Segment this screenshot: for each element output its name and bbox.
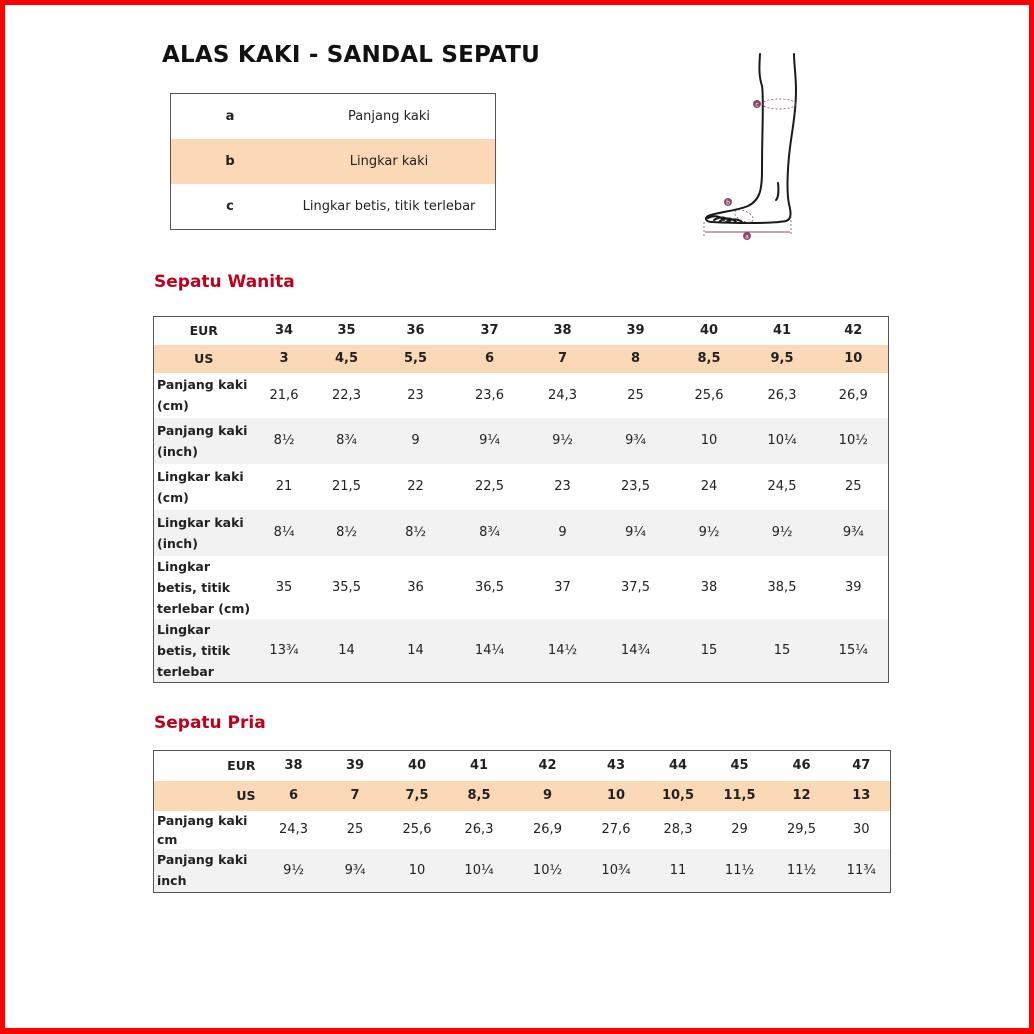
section-title-women: Sepatu Wanita [154, 272, 295, 292]
us-size: 10 [585, 781, 648, 811]
row-label: Lingkar kaki (inch) [154, 510, 254, 556]
marker-a-icon [743, 232, 751, 241]
cell: 23,6 [475, 387, 504, 403]
marker-c-icon [753, 100, 761, 109]
cell: 11 [648, 849, 709, 893]
cell: 39 [844, 579, 862, 595]
cell: 25,6 [402, 822, 432, 837]
us-size: 7,5 [387, 781, 448, 811]
row-label: Panjang kaki (cm) [157, 377, 248, 413]
us-size: 13 [833, 781, 891, 811]
marker-b-icon [724, 198, 732, 207]
eur-size: 42 [844, 323, 863, 339]
eur-size: 36 [406, 323, 425, 339]
us-size: 8 [599, 345, 673, 373]
cell: 21,5 [332, 479, 361, 494]
page-title: ALAS KAKI - SANDAL SEPATU [162, 42, 540, 68]
cell: 22,3 [332, 387, 361, 403]
cell: 14 [379, 619, 453, 683]
us-size: 11,5 [709, 781, 771, 811]
cell: 9 [527, 510, 599, 556]
cell: 8½ [315, 510, 379, 556]
cell: 8½ [379, 510, 453, 556]
row-label: Panjang kaki inch [154, 849, 264, 893]
cell: 10¼ [746, 418, 819, 464]
cell: 25 [844, 479, 862, 494]
men-us-row [154, 781, 891, 811]
svg-text:c: c [755, 101, 759, 109]
cell: 25,6 [694, 387, 724, 403]
cell: 30 [852, 822, 870, 837]
cell: 8¾ [315, 418, 379, 464]
cell: 29 [731, 822, 748, 837]
us-size: 9,5 [746, 345, 819, 373]
cell: 10½ [511, 849, 585, 893]
us-size: 7 [324, 781, 387, 811]
table-row [154, 373, 889, 418]
cell: 38,5 [767, 579, 797, 595]
cell: 9¾ [599, 418, 673, 464]
cell: 21,6 [269, 387, 299, 403]
cell: 35,5 [332, 579, 361, 595]
cell: 10¼ [448, 849, 511, 893]
us-size: 8,5 [673, 345, 746, 373]
cell: 25 [627, 387, 644, 403]
cell: 9¼ [599, 510, 673, 556]
us-size: 7 [527, 345, 599, 373]
cell: 14 [315, 619, 379, 683]
table-row [154, 619, 889, 683]
cell: 26,3 [767, 387, 797, 403]
eur-size: 35 [337, 323, 356, 339]
cell: 9 [379, 418, 453, 464]
eur-size: 40 [407, 758, 427, 774]
cell: 38 [700, 579, 718, 595]
cell: 26,9 [838, 387, 868, 403]
row-label: Lingkar betis, titik terlebar [154, 619, 254, 683]
cell: 24,5 [767, 479, 797, 494]
cell: 10½ [819, 418, 889, 464]
cell: 10 [673, 418, 746, 464]
us-size: 4,5 [315, 345, 379, 373]
cell: 22 [407, 479, 424, 494]
cell: 21 [275, 479, 293, 494]
men-size-table [153, 750, 891, 893]
legend-row-a [171, 94, 495, 139]
men-eur-row [154, 751, 891, 781]
section-title-men: Sepatu Pria [154, 713, 266, 733]
measurement-legend-table [170, 93, 496, 230]
cell: 25 [346, 822, 364, 837]
legend-key: a [225, 109, 235, 124]
eur-size: 38 [284, 758, 303, 774]
cell: 14½ [527, 619, 599, 683]
women-eur-row [154, 317, 889, 345]
legend-label: Lingkar betis, titik terlebar [302, 199, 476, 214]
cell: 14¾ [599, 619, 673, 683]
legend-row-c [171, 184, 495, 229]
us-size: 5,5 [379, 345, 453, 373]
cell: 35 [275, 579, 293, 595]
cell: 10¾ [585, 849, 648, 893]
table-row [154, 556, 889, 619]
table-row [154, 811, 891, 849]
cell: 9½ [673, 510, 746, 556]
eur-size: 44 [668, 758, 688, 774]
eur-size: 41 [469, 758, 489, 774]
us-label: US [154, 345, 254, 373]
table-row [154, 510, 889, 556]
cell: 23 [554, 479, 571, 494]
cell: 8¼ [254, 510, 315, 556]
legend-key: b [225, 154, 235, 169]
cell: 13¾ [254, 619, 315, 683]
cell: 9¼ [453, 418, 527, 464]
eur-size: 37 [480, 323, 499, 339]
cell: 26,9 [533, 822, 562, 837]
eur-size: 47 [852, 758, 871, 774]
cell: 9¾ [819, 510, 889, 556]
legend-label: Panjang kaki [347, 109, 431, 124]
us-size: 10 [819, 345, 889, 373]
us-size: 9 [511, 781, 585, 811]
cell: 36 [407, 579, 424, 595]
cell: 26,3 [464, 822, 494, 837]
cell: 24,3 [548, 387, 577, 403]
row-label: Lingkar kaki (cm) [157, 468, 244, 505]
us-size: 6 [453, 345, 527, 373]
cell: 37 [554, 579, 571, 595]
svg-text:a: a [745, 233, 749, 241]
table-row [154, 849, 891, 893]
women-us-row [154, 345, 889, 373]
us-label: US [154, 781, 264, 811]
table-row [154, 418, 889, 464]
table-row [154, 464, 889, 510]
cell: 11¾ [833, 849, 891, 893]
women-size-table [153, 316, 889, 683]
eur-size: 39 [345, 758, 365, 774]
cell: 9½ [264, 849, 324, 893]
svg-text:b: b [726, 199, 730, 207]
us-size: 6 [264, 781, 324, 811]
cell: 36,5 [475, 579, 504, 595]
us-size: 12 [771, 781, 833, 811]
eur-size: 41 [772, 323, 792, 339]
eur-size: 46 [792, 758, 811, 774]
cell: 14¼ [453, 619, 527, 683]
eur-size: 40 [699, 323, 719, 339]
legend-key: c [226, 199, 234, 214]
leg-outline [706, 54, 796, 223]
cell: 10 [387, 849, 448, 893]
cell: 23,5 [621, 479, 650, 494]
cell: 15 [673, 619, 746, 683]
eur-size: 39 [626, 323, 645, 339]
cell: 37,5 [621, 579, 650, 595]
row-label: Panjang kaki (inch) [154, 418, 254, 464]
leg-measurement-illustration [690, 40, 820, 250]
cell: 23 [407, 387, 424, 403]
cell: 9½ [746, 510, 819, 556]
cell: 8½ [254, 418, 315, 464]
legend-label: Lingkar kaki [349, 154, 429, 169]
us-size: 3 [254, 345, 315, 373]
eur-size: 38 [553, 323, 572, 339]
cell: 9¾ [324, 849, 387, 893]
cell: 9½ [527, 418, 599, 464]
eur-size: 45 [730, 758, 749, 774]
cell: 24 [700, 479, 718, 494]
cell: 28,3 [663, 822, 693, 837]
legend-row-b [171, 139, 495, 184]
eur-size: 42 [538, 758, 557, 774]
cell: 15¼ [819, 619, 889, 683]
eur-label: EUR [189, 323, 218, 339]
row-label: Lingkar betis, titik terlebar (cm) [157, 558, 251, 616]
us-size: 10,5 [648, 781, 709, 811]
eur-size: 34 [274, 323, 294, 339]
eur-label: EUR [227, 758, 256, 774]
eur-size: 43 [606, 758, 626, 774]
cell: 27,6 [601, 822, 631, 837]
cell: 11½ [709, 849, 771, 893]
row-label: Panjang kaki cm [157, 812, 248, 847]
cell: 8¾ [453, 510, 527, 556]
cell: 29,5 [787, 822, 816, 837]
cell: 24,3 [279, 822, 308, 837]
us-size: 8,5 [448, 781, 511, 811]
cell: 22,5 [475, 479, 504, 494]
cell: 15 [746, 619, 819, 683]
cell: 11½ [771, 849, 833, 893]
